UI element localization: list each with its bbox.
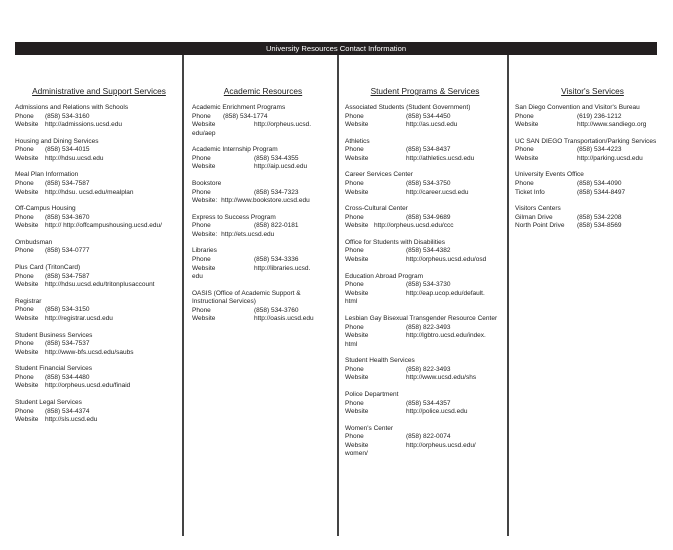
field-label: North Point Drive (515, 222, 565, 230)
phone-number: (858) 534-9689 (406, 213, 451, 221)
contact-row (515, 189, 670, 198)
contact-entry (15, 138, 183, 164)
page-title: University Resources Contact Information (15, 42, 657, 55)
field-label: Website (345, 222, 369, 230)
contact-entry (192, 104, 334, 138)
field-label: Phone (15, 407, 34, 415)
website-link[interactable]: http://orpheus.ucsd.edu/ (406, 441, 476, 449)
field-label: Phone (192, 256, 211, 264)
contact-row (15, 273, 183, 282)
phone-number: (858) 534-4357 (406, 399, 451, 407)
field-label: Website (15, 281, 39, 289)
field-label: Phone (515, 112, 534, 120)
field-label: Phone (192, 222, 211, 230)
contact-row (192, 121, 334, 130)
contact-row (345, 180, 505, 189)
field-label: Website (345, 408, 369, 416)
website-link[interactable]: http://police.ucsd.edu (406, 408, 468, 416)
entry-name: Student Business Services (15, 331, 93, 339)
phone-number: (858) 534-4223 (577, 146, 622, 154)
contact-entry (345, 138, 505, 164)
phone-number: (858) 5344-8497 (577, 188, 626, 196)
phone-number: (858) 534-1774 (223, 112, 268, 120)
field-label: Website: (192, 230, 218, 238)
contact-row (192, 256, 334, 265)
phone-number: (858) 534-4090 (577, 180, 622, 188)
contact-entry (345, 205, 505, 231)
field-label: Website (192, 121, 216, 129)
field-label: Phone (15, 146, 34, 154)
contact-entry (345, 104, 505, 130)
entry-name: Academic Enrichment Programs (192, 104, 286, 111)
website-link[interactable]: http://ets.ucsd.edu (221, 230, 275, 238)
phone-number: (858) 534-3336 (254, 256, 299, 264)
contact-row (192, 315, 334, 324)
column-divider (507, 55, 509, 536)
phone-number: (858) 822-3493 (406, 323, 451, 331)
entry-name: San Diego Convention and Visitor's Bureau (515, 104, 640, 111)
field-label: Phone (345, 323, 364, 331)
field-label: Phone (345, 180, 364, 188)
contact-row (345, 281, 505, 290)
phone-number: (858) 534-3670 (45, 213, 90, 221)
entry-name: Education Abroad Program (345, 272, 424, 280)
field-label: Phone (15, 213, 34, 221)
contact-row (192, 189, 334, 198)
entry-name: Office for Students with Disabilities (345, 238, 445, 246)
entry-name: UC SAN DIEGO Transportation/Parking Services (515, 137, 657, 145)
field-label: Website (345, 154, 369, 162)
entry-name: Housing and Dining Services (15, 137, 99, 145)
contact-entry (345, 239, 505, 265)
contact-row (345, 408, 505, 417)
contact-row (15, 214, 183, 223)
field-label: Phone (15, 306, 34, 314)
phone-number: (858) 534-8437 (406, 146, 451, 154)
contact-entry (515, 104, 670, 130)
phone-number: (858) 534-7587 (45, 272, 90, 280)
phone-number: (858) 534-7537 (45, 340, 90, 348)
field-label: Website (192, 163, 216, 171)
field-label: Phone (345, 281, 364, 289)
website-link-continuation[interactable]: html (345, 298, 358, 306)
phone-number: (858) 822-3493 (406, 365, 451, 373)
field-label: Website (15, 314, 39, 322)
contact-row (15, 113, 183, 122)
contact-entry (345, 171, 505, 197)
contact-row (192, 265, 334, 274)
contact-row (345, 324, 505, 333)
website-link-continuation[interactable]: edu (192, 273, 203, 281)
entry-name: Registrar (15, 297, 42, 305)
contact-entry (15, 104, 183, 130)
phone-number: (858) 534-7323 (254, 188, 299, 196)
contact-entry (345, 315, 505, 349)
contact-entry (192, 247, 334, 281)
website-link[interactable]: http://orpheus.ucsd.edu/finaid (45, 382, 131, 390)
column-heading: Administrative and Support Services (32, 86, 166, 96)
contact-row (15, 247, 183, 256)
phone-number: (858) 534-3150 (45, 306, 90, 314)
contact-row (515, 113, 670, 122)
website-link-continuation[interactable]: women/ (345, 450, 368, 458)
phone-number: (858) 534-4382 (406, 247, 451, 255)
website-link[interactable]: http:// http://offcampushousing.ucsd.edu/ (45, 222, 162, 230)
contact-entry (345, 273, 505, 307)
contact-row (345, 374, 505, 383)
contact-row (345, 332, 505, 341)
field-label: Website (345, 374, 369, 382)
website-link[interactable]: http://www-bfs.ucsd.edu/saubs (45, 348, 134, 356)
entry-name: Associated Students (Student Government) (345, 104, 471, 111)
contact-row (345, 442, 505, 451)
contact-row (15, 408, 183, 417)
column-heading: Student Programs & Services (370, 86, 480, 96)
website-link[interactable]: http://hdsu. ucsd.edu/mealplan (45, 188, 134, 196)
column-visitors-services (515, 86, 670, 239)
contact-row (15, 146, 183, 155)
contact-entry (15, 332, 183, 358)
website-link[interactable]: http://hdsu.ucsd.edu/tritonplusaccount (45, 281, 155, 289)
field-label: Phone (15, 247, 34, 255)
entry-name: Student Financial Services (15, 365, 92, 373)
contact-row (15, 155, 183, 164)
entry-name: Ombudsman (15, 238, 53, 246)
contact-entry (15, 264, 183, 290)
website-link[interactable]: http://admissions.ucsd.edu (45, 121, 122, 129)
contact-entry (15, 298, 183, 324)
field-label: Website: (192, 197, 218, 205)
contact-row (192, 222, 334, 231)
phone-number: (858) 534-0777 (45, 247, 90, 255)
contact-row (345, 214, 505, 223)
column-heading: Academic Resources (223, 86, 303, 96)
contact-row (345, 113, 505, 122)
contact-entry (192, 214, 334, 240)
website-link[interactable]: http://oasis.ucsd.edu (254, 315, 314, 323)
field-label: Phone (345, 433, 364, 441)
field-label: Website (15, 416, 39, 424)
website-link[interactable]: http://sls.ucsd.edu (45, 416, 98, 424)
field-label: Phone (515, 180, 534, 188)
contact-entry (515, 171, 670, 197)
contact-entry (192, 146, 334, 172)
contact-entry (345, 357, 505, 383)
entry-name: Libraries (192, 247, 217, 255)
contact-row (515, 222, 670, 231)
website-link-continuation[interactable]: html (345, 340, 358, 348)
entry-name: Athletics (345, 137, 370, 145)
contact-row (515, 121, 670, 130)
phone-number: (858) 534-8569 (577, 222, 622, 230)
field-label: Website (345, 121, 369, 129)
contact-row (515, 214, 670, 223)
field-label: Website (192, 264, 216, 272)
field-label: Phone (15, 272, 34, 280)
website-link[interactable]: http://orpheus.ucsd. (254, 121, 312, 129)
field-label: Phone (15, 373, 34, 381)
website-link[interactable]: http://athletics.ucsd.edu (406, 154, 475, 162)
website-link[interactable]: http://as.ucsd.edu (406, 121, 458, 129)
field-label: Website (15, 222, 39, 230)
entry-name: Express to Success Program (192, 213, 276, 221)
website-link[interactable]: http://www.sandiego.org (577, 121, 647, 129)
entry-name: Visitors Centers (515, 205, 561, 213)
contact-row (515, 146, 670, 155)
website-link[interactable]: http://orpheus.ucsd.edu/ccc (374, 222, 454, 230)
field-label: Website (345, 289, 369, 297)
entry-name: Women's Center (345, 424, 394, 432)
entry-name: Meal Plan Information (15, 171, 79, 179)
field-label: Website (515, 121, 539, 129)
phone-number: (858) 534-2208 (577, 213, 622, 221)
contact-row (15, 315, 183, 324)
field-label: Phone (345, 213, 364, 221)
entry-name: Off-Campus Housing (15, 205, 76, 213)
contact-row (15, 121, 183, 130)
phone-number: (858) 534-3750 (406, 180, 451, 188)
contact-entry (192, 290, 334, 324)
field-label: Phone (345, 247, 364, 255)
phone-number: (619) 236-1212 (577, 112, 622, 120)
field-label: Phone (515, 146, 534, 154)
website-link[interactable]: http://hdsu.ucsd.edu (45, 154, 104, 162)
field-label: Phone (192, 154, 211, 162)
contact-row (345, 155, 505, 164)
phone-number: (858) 534-4450 (406, 112, 451, 120)
entry-name: Cross-Cultural Center (345, 205, 408, 213)
contact-entry (515, 205, 670, 231)
website-link[interactable]: http://aip.ucsd.edu (254, 163, 308, 171)
contact-row (15, 416, 183, 425)
field-label: Website (345, 188, 369, 196)
website-link[interactable]: http://www.bookstore.ucsd.edu (221, 197, 310, 205)
contact-row (192, 197, 334, 206)
entry-name: Bookstore (192, 180, 222, 188)
column-administrative-support (15, 86, 183, 433)
contact-row (15, 222, 183, 231)
phone-number: (858) 822-0181 (254, 222, 299, 230)
website-link[interactable]: http://eap.ucop.edu/default. (406, 289, 485, 297)
entry-name: University Events Office (515, 171, 584, 179)
contact-row (345, 189, 505, 198)
contact-entry (15, 239, 183, 256)
contact-row (15, 349, 183, 358)
contact-row (345, 146, 505, 155)
field-label: Ticket Info (515, 188, 545, 196)
contact-row (345, 222, 505, 231)
phone-number: (858) 534-3760 (254, 306, 299, 314)
contact-row (192, 163, 334, 172)
column-heading: Visitor's Services (561, 86, 624, 96)
field-label: Website (15, 382, 39, 390)
field-label: Phone (345, 146, 364, 154)
contact-row (15, 340, 183, 349)
website-link[interactable]: http://www.ucsd.edu/shs (406, 374, 477, 382)
entry-name: Admissions and Relations with Schools (15, 104, 129, 111)
contact-row (192, 307, 334, 316)
column-student-programs (345, 86, 505, 467)
contact-row (192, 113, 334, 122)
field-label: Phone (192, 188, 211, 196)
field-label: Website (345, 441, 369, 449)
contact-row (15, 306, 183, 315)
phone-number: (858) 534-4355 (254, 154, 299, 162)
field-label: Website (192, 315, 216, 323)
contact-row (345, 366, 505, 375)
contact-entry (345, 391, 505, 417)
phone-number: (858) 534-3730 (406, 281, 451, 289)
website-link[interactable]: http://libraries.ucsd. (254, 264, 311, 272)
contact-row (345, 247, 505, 256)
website-link-continuation[interactable]: edu/aep (192, 129, 216, 137)
field-label: Website (345, 256, 369, 264)
entry-name: Plus Card (TritonCard) (15, 264, 81, 272)
website-link[interactable]: http://parking.ucsd.edu (577, 154, 643, 162)
contact-row (345, 433, 505, 442)
phone-number: (858) 534-4015 (45, 146, 90, 154)
contact-row (15, 374, 183, 383)
contact-row (15, 382, 183, 391)
field-label: Phone (15, 112, 34, 120)
contact-row (515, 180, 670, 189)
contact-row (15, 180, 183, 189)
contact-entry (192, 180, 334, 206)
field-label: Website (15, 348, 39, 356)
contact-entry (15, 399, 183, 425)
field-label: Website (15, 188, 39, 196)
contact-row (345, 121, 505, 130)
column-academic-resources (192, 86, 334, 332)
contact-row (515, 155, 670, 164)
contact-row (192, 155, 334, 164)
contact-entry (15, 365, 183, 391)
website-link[interactable]: http://orpheus.ucsd.edu/osd (406, 256, 487, 264)
field-label: Phone (15, 180, 34, 188)
contact-row (15, 281, 183, 290)
field-label: Phone (345, 365, 364, 373)
phone-number: (858) 534-4374 (45, 407, 90, 415)
field-label: Phone (345, 399, 364, 407)
field-label: Phone (192, 306, 211, 314)
contact-row (15, 189, 183, 198)
entry-name: Student Legal Services (15, 399, 82, 407)
entry-name: Police Department (345, 390, 399, 398)
contact-entry (515, 138, 670, 164)
entry-name: Lesbian Gay Bisexual Transgender Resource Center (345, 314, 498, 322)
field-label: Website (345, 332, 369, 340)
field-label: Phone (345, 112, 364, 120)
contact-entry (15, 171, 183, 197)
entry-name: Career Services Center (345, 171, 413, 179)
contact-entry (345, 425, 505, 459)
contact-row (345, 400, 505, 409)
contact-row (192, 231, 334, 240)
entry-name: OASIS (Office of Academic Support & Instructional Services) (192, 289, 301, 306)
contact-entry (15, 205, 183, 231)
contact-row (345, 290, 505, 299)
phone-number: (858) 534-4480 (45, 373, 90, 381)
phone-number: (858) 822-0074 (406, 433, 451, 441)
phone-number: (858) 534-7587 (45, 180, 90, 188)
website-link[interactable]: http://career.ucsd.edu (406, 188, 469, 196)
website-link[interactable]: http://lgbtro.ucsd.edu/index. (406, 332, 486, 340)
phone-number: (858) 534-3160 (45, 112, 90, 120)
field-label: Gilman Drive (515, 213, 553, 221)
contact-row (345, 256, 505, 265)
entry-name: Student Health Services (345, 357, 415, 365)
field-label: Phone (192, 112, 211, 120)
column-divider (337, 55, 339, 536)
field-label: Phone (15, 340, 34, 348)
website-link[interactable]: http://registrar.ucsd.edu (45, 314, 113, 322)
field-label: Website (15, 121, 39, 129)
field-label: Website (15, 154, 39, 162)
field-label: Website (515, 154, 539, 162)
entry-name: Academic Internship Program (192, 146, 278, 154)
